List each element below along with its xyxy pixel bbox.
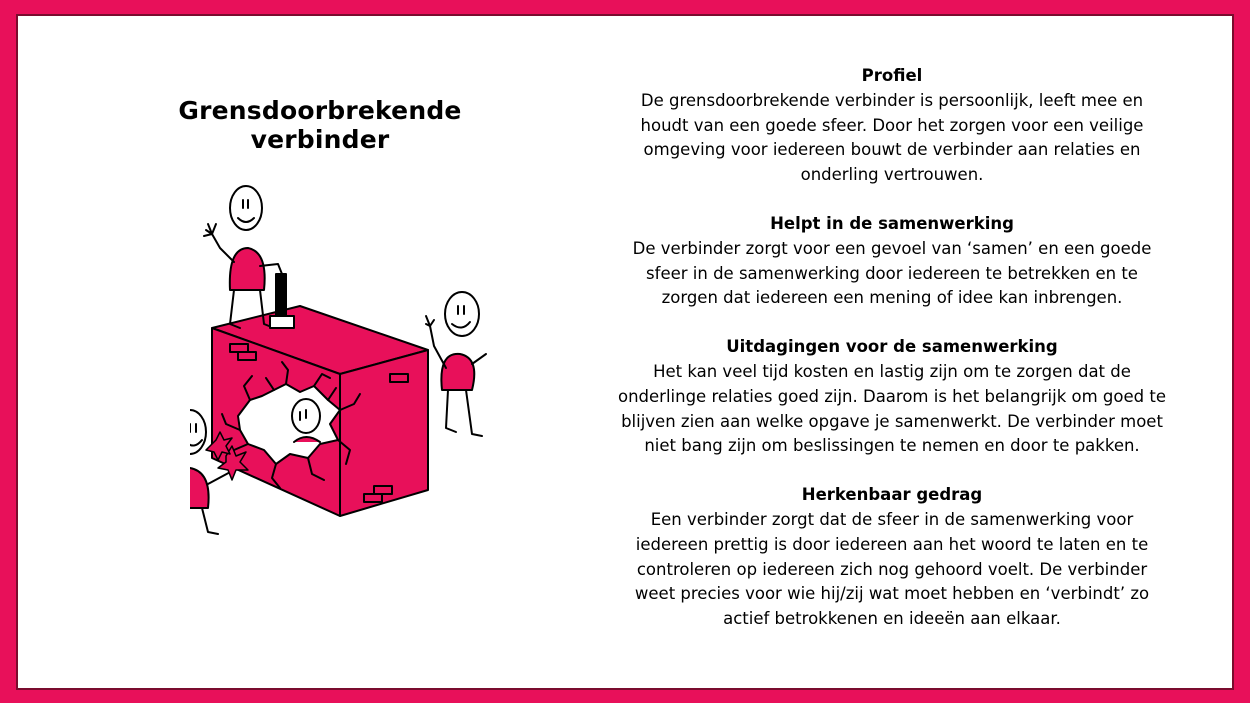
section-body [600, 89, 1184, 188]
text-line: blijven zien aan welke opgave je samenwerkt. De verbinder moet [621, 411, 1163, 431]
content-column [600, 64, 1184, 656]
section-heading: Uitdagingen voor de samenwerking [726, 337, 1058, 357]
text-line: houdt van een goede sfeer. Door het zorgen voor een veilige [640, 115, 1144, 135]
section-profiel [600, 64, 1184, 188]
wall-breaking-figures-illustration [190, 178, 510, 548]
section-heading: Profiel [861, 66, 923, 85]
text-line: weet precies voor wie hij/zij wat moet hebben en ‘verbindt’ zo [634, 584, 1150, 604]
section-herkenbaar [600, 483, 1184, 632]
text-line: iedereen prettig is door iedereen aan het woord te laten en te [635, 534, 1149, 554]
section-uitdagingen [600, 335, 1184, 459]
section-body [600, 508, 1184, 632]
text-line: Het kan veel tijd kosten en lastig zijn om te zorgen dat de [653, 361, 1131, 381]
section-heading: Helpt in de samenwerking [770, 213, 1014, 233]
section-body [600, 237, 1184, 311]
text-line: actief betrokkenen en ideeën aan elkaar. [723, 609, 1061, 629]
section-helpt [600, 212, 1184, 311]
text-line: zorgen dat iedereen een mening of idee kan inbrengen. [661, 288, 1123, 308]
text-line: sfeer in de samenwerking door iedereen te betrekken en te [646, 263, 1138, 283]
text-line: Een verbinder zorgt dat de sfeer in de samenwerking voor [650, 509, 1134, 529]
text-line: onderlinge relaties goed zijn. Daarom is het belangrijk om goed te [618, 386, 1166, 406]
text-line: De grensdoorbrekende verbinder is persoonlijk, leeft mee en [640, 90, 1144, 110]
text-line: niet bang zijn om beslissingen te nemen en door te pakken. [644, 436, 1140, 456]
text-line: onderling vertrouwen. [800, 165, 984, 185]
text-line: omgeving voor iedereen bouwt de verbinder aan relaties en [643, 140, 1141, 160]
section-heading: Herkenbaar gedrag [801, 485, 983, 505]
section-body [600, 360, 1184, 459]
text-line: controleren op iedereen zich nog gehoord voelt. De verbinder [636, 559, 1148, 579]
text-line: De verbinder zorgt voor een gevoel van ‘samen’ en een goede [632, 238, 1152, 258]
slide-title: Grensdoorbrekende verbinder [178, 96, 462, 154]
